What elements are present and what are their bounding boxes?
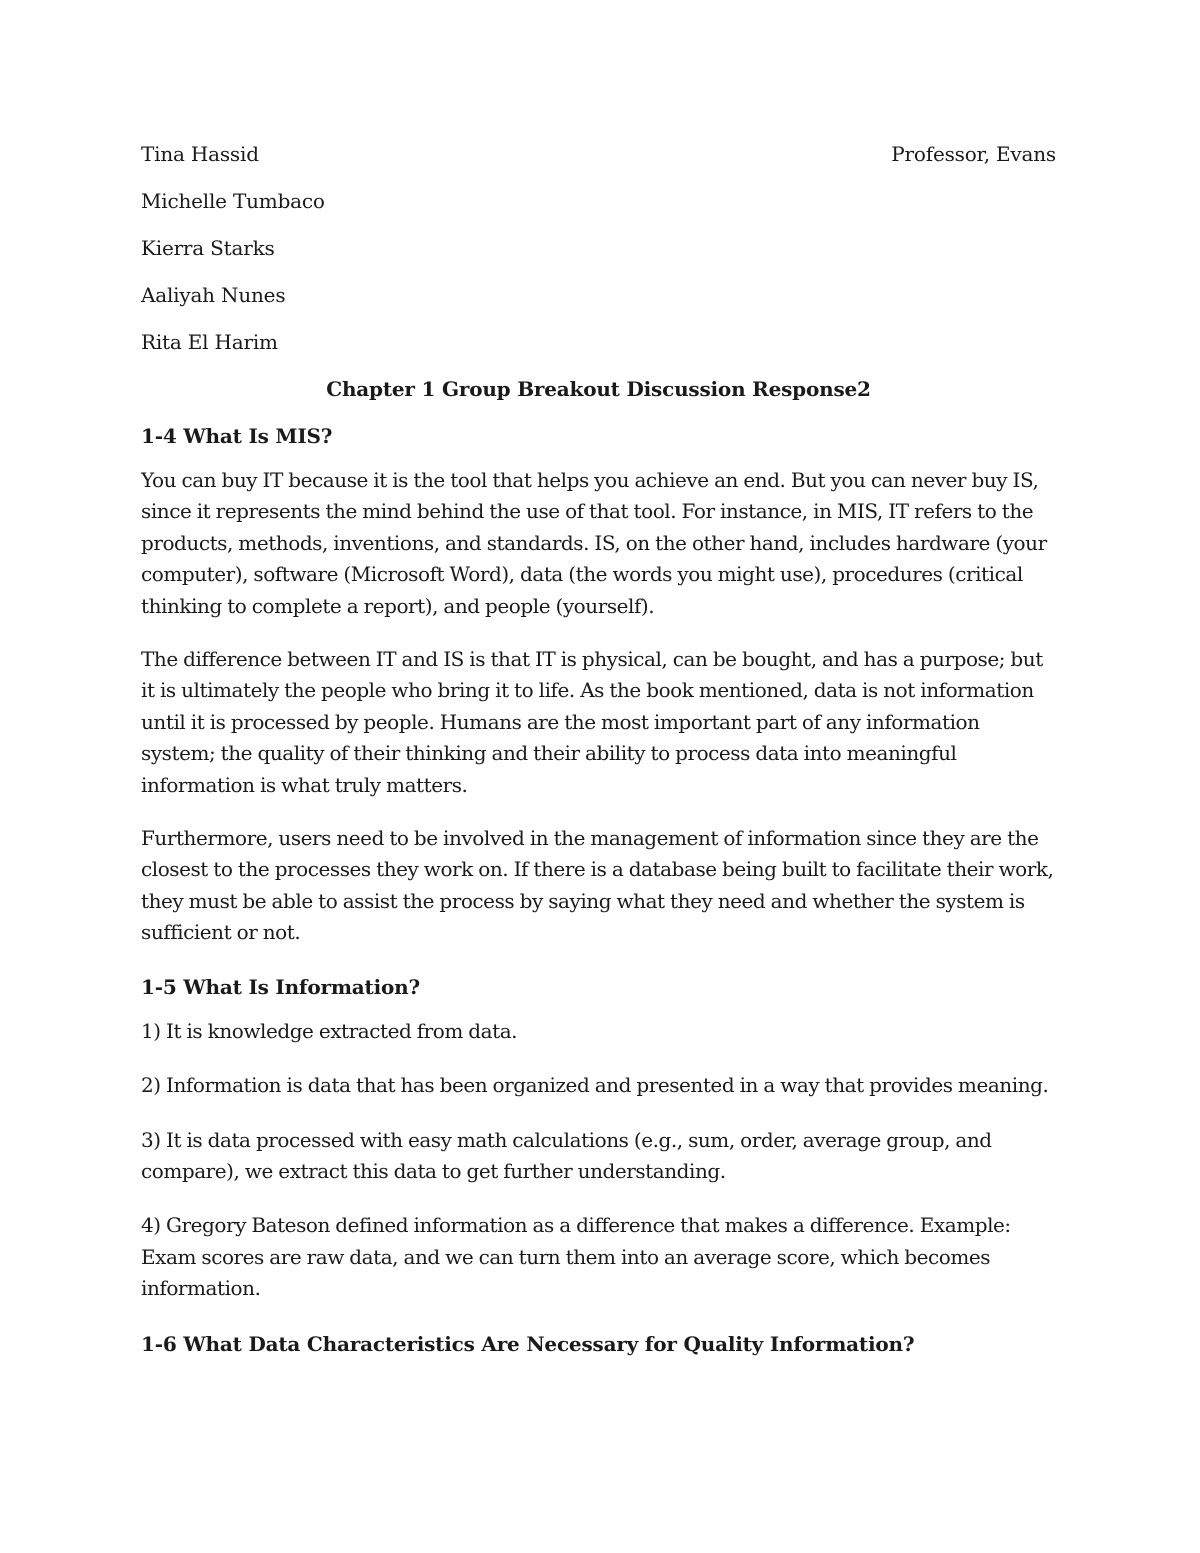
paragraph: You can buy IT because it is the tool that helps you achieve an end. But you can never buy IS, since it represents the mind behind the use of that tool. For instance, in MIS, IT refers to the products, methods, inventions, and standards. IS, on the other hand, includes hardware (your computer), software (Microsoft Word), data (the words you might use), procedures (critical thinking to complete a report), and people (yourself). bbox=[141, 468, 1047, 618]
author-name: Tina Hassid bbox=[141, 142, 259, 166]
header-row bbox=[141, 138, 1056, 170]
author-name: Kierra Starks bbox=[141, 236, 275, 260]
document-title: Chapter 1 Group Breakout Discussion Response2 bbox=[326, 377, 871, 401]
document-body bbox=[141, 138, 1056, 1373]
list-item: 2) Information is data that has been organized and presented in a way that provides meaning. bbox=[141, 1073, 1049, 1098]
professor-name: Professor, Evans bbox=[891, 142, 1056, 166]
paragraph: Furthermore, users need to be involved in the management of information since they are the closest to the processes they work on. If there is a database being built to facilitate their work, they must be able to assist the process by saying what they need and whether the system is sufficient or not. bbox=[141, 826, 1054, 945]
author-name: Rita El Harim bbox=[141, 330, 278, 354]
list-item: 4) Gregory Bateson defined information as a difference that makes a difference. Example: Exam scores are raw data, and we can turn them into an average score, which becomes information. bbox=[141, 1213, 1011, 1301]
list-item: 1) It is knowledge extracted from data. bbox=[141, 1018, 518, 1043]
list-item: 3) It is data processed with easy math calculations (e.g., sum, order, average group, and compare), we extract this data to get further understanding. bbox=[141, 1127, 992, 1183]
section-heading: 1-5 What Is Information? bbox=[141, 974, 420, 999]
section-heading: 1-4 What Is MIS? bbox=[141, 424, 333, 448]
author-name: Aaliyah Nunes bbox=[141, 283, 286, 307]
author-name: Michelle Tumbaco bbox=[141, 189, 325, 213]
paragraph: The difference between IT and IS is that IT is physical, can be bought, and has a purpose; but it is ultimately the people who bring it to life. As the book mentioned, data is not information until it is processed by people. Humans are the most important part of any information system; the quality of their thinking and their ability to process data into meaningful information is what truly matters. bbox=[141, 647, 1043, 797]
section-heading: 1-6 What Data Characteristics Are Necessary for Quality Information? bbox=[141, 1331, 915, 1356]
